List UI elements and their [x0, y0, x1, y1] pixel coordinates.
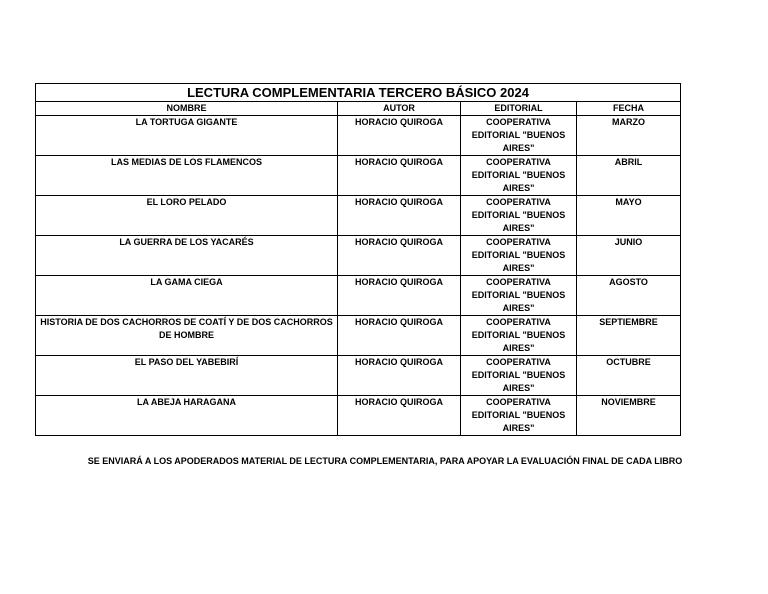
cell-editorial: COOPERATIVA EDITORIAL "BUENOS AIRES"	[461, 396, 577, 436]
cell-fecha: ABRIL	[577, 156, 681, 196]
table-row	[36, 316, 681, 356]
cell-fecha: SEPTIEMBRE	[577, 316, 681, 356]
cell-editorial: COOPERATIVA EDITORIAL "BUENOS AIRES"	[461, 276, 577, 316]
table-body	[36, 116, 681, 436]
cell-fecha: JUNIO	[577, 236, 681, 276]
cell-fecha: AGOSTO	[577, 276, 681, 316]
cell-fecha: MARZO	[577, 116, 681, 156]
cell-editorial: COOPERATIVA EDITORIAL "BUENOS AIRES"	[461, 116, 577, 156]
cell-nombre: LA GAMA CIEGA	[36, 276, 338, 316]
cell-editorial: COOPERATIVA EDITORIAL "BUENOS AIRES"	[461, 356, 577, 396]
cell-autor: HORACIO QUIROGA	[338, 316, 461, 356]
column-header-nombre: NOMBRE	[36, 102, 338, 116]
table-row	[36, 236, 681, 276]
table-row	[36, 396, 681, 436]
cell-nombre: LA GUERRA DE LOS YACARÉS	[36, 236, 338, 276]
table-row	[36, 356, 681, 396]
cell-editorial: COOPERATIVA EDITORIAL "BUENOS AIRES"	[461, 236, 577, 276]
cell-autor: HORACIO QUIROGA	[338, 236, 461, 276]
table-row	[36, 196, 681, 236]
reading-list-table	[35, 83, 681, 436]
cell-nombre: LA ABEJA HARAGANA	[36, 396, 338, 436]
table-title: LECTURA COMPLEMENTARIA TERCERO BÁSICO 2024	[36, 84, 681, 102]
cell-fecha: OCTUBRE	[577, 356, 681, 396]
footnote: SE ENVIARÁ A LOS APODERADOS MATERIAL DE LECTURA COMPLEMENTARIA, PARA APOYAR LA EVALUACIÓN FINAL DE CADA LIBRO	[87, 456, 683, 466]
cell-autor: HORACIO QUIROGA	[338, 116, 461, 156]
cell-nombre: LA TORTUGA GIGANTE	[36, 116, 338, 156]
cell-autor: HORACIO QUIROGA	[338, 356, 461, 396]
cell-editorial: COOPERATIVA EDITORIAL "BUENOS AIRES"	[461, 196, 577, 236]
cell-nombre: EL PASO DEL YABEBIRÍ	[36, 356, 338, 396]
table-row	[36, 156, 681, 196]
cell-nombre: LAS MEDIAS DE LOS FLAMENCOS	[36, 156, 338, 196]
cell-autor: HORACIO QUIROGA	[338, 156, 461, 196]
column-header-fecha: FECHA	[577, 102, 681, 116]
cell-fecha: MAYO	[577, 196, 681, 236]
cell-fecha: NOVIEMBRE	[577, 396, 681, 436]
cell-editorial: COOPERATIVA EDITORIAL "BUENOS AIRES"	[461, 156, 577, 196]
cell-editorial: COOPERATIVA EDITORIAL "BUENOS AIRES"	[461, 316, 577, 356]
cell-autor: HORACIO QUIROGA	[338, 196, 461, 236]
cell-autor: HORACIO QUIROGA	[338, 396, 461, 436]
table-row	[36, 116, 681, 156]
cell-nombre: EL LORO PELADO	[36, 196, 338, 236]
column-header-autor: AUTOR	[338, 102, 461, 116]
header-row	[36, 102, 681, 116]
cell-autor: HORACIO QUIROGA	[338, 276, 461, 316]
cell-nombre: HISTORIA DE DOS CACHORROS DE COATÍ Y DE DOS CACHORROS DE HOMBRE	[36, 316, 338, 356]
column-header-editorial: EDITORIAL	[461, 102, 577, 116]
table-row	[36, 276, 681, 316]
